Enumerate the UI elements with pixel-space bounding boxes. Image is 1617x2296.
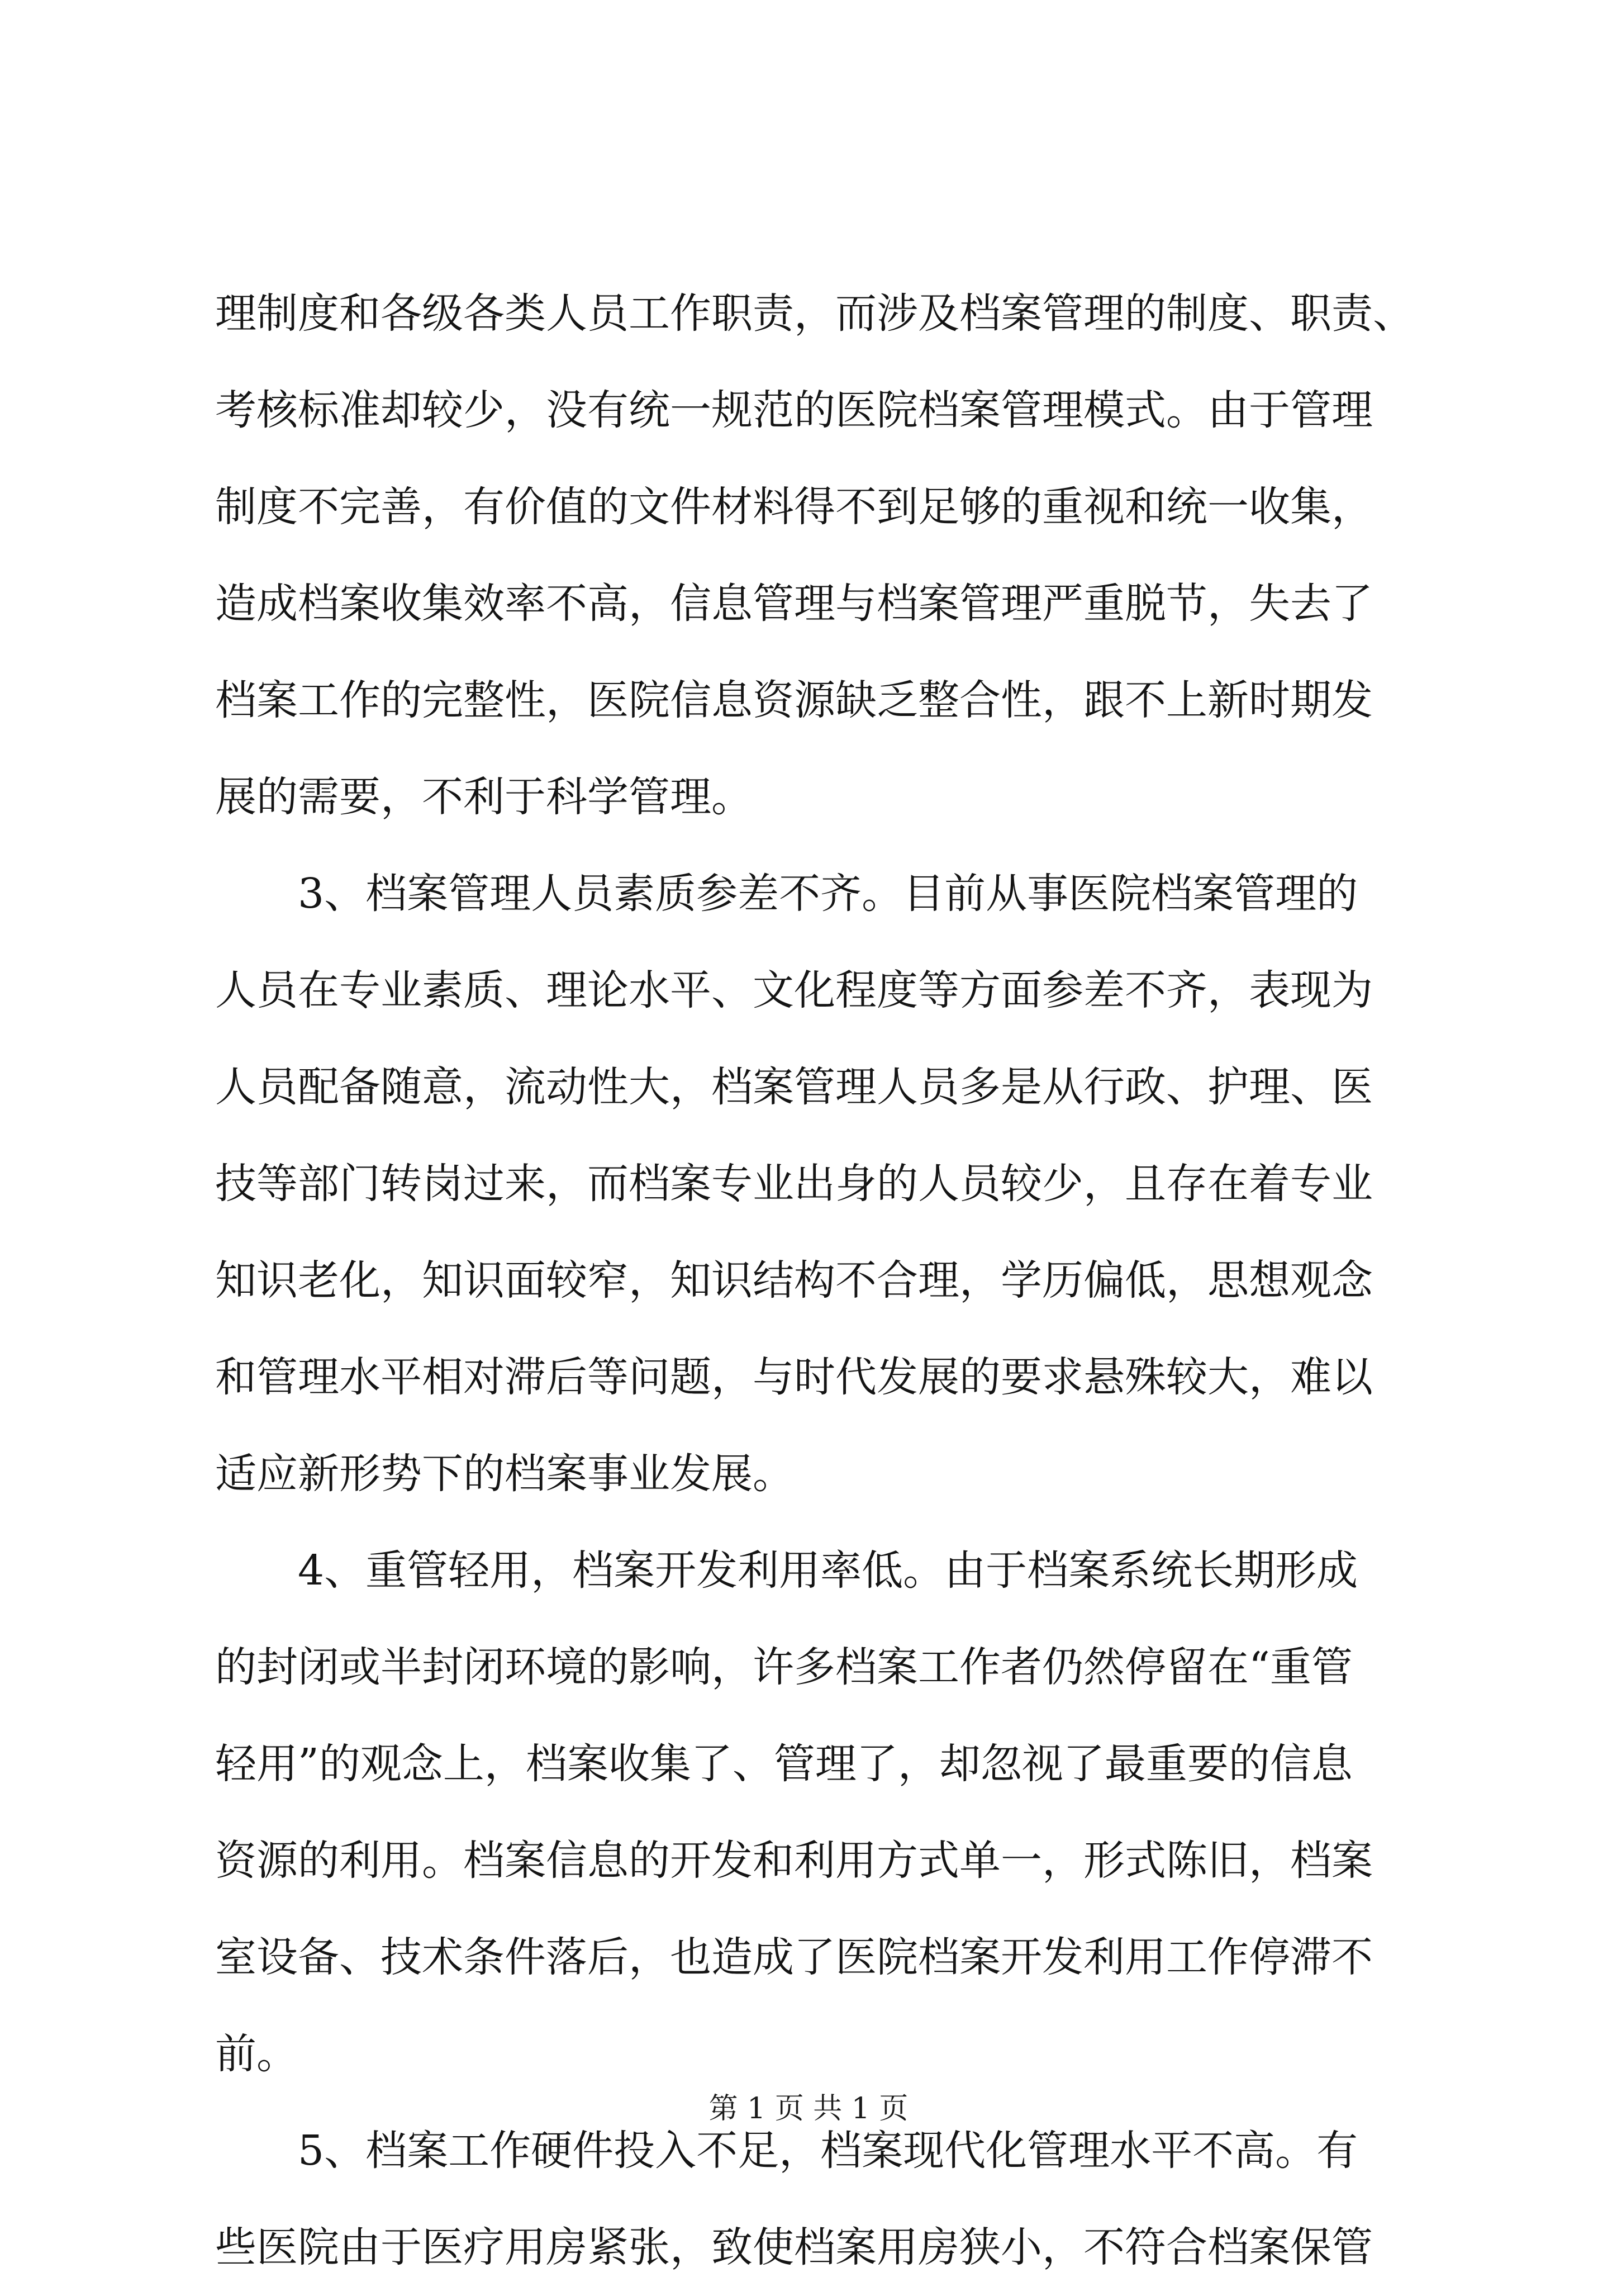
text-line: 造成档案收集效率不高，信息管理与档案管理严重脱节，失去了	[215, 580, 1373, 628]
text-line: 3、档案管理人员素质参差不齐。目前从事医院档案管理的	[215, 870, 1358, 918]
text-line: 适应新形势下的档案事业发展。	[215, 1450, 794, 1498]
text-line: 制度不完善，有价值的文件材料得不到足够的重视和统一收集，	[215, 483, 1373, 531]
text-line: 人员在专业素质、理论水平、文化程度等方面参差不齐，表现为	[215, 966, 1373, 1014]
text-line: 些医院由于医疗用房紧张，致使档案用房狭小，不符合档案保管	[215, 2223, 1373, 2271]
text-line: 轻用”的观念上，档案收集了、管理了，却忽视了最重要的信息	[215, 1740, 1353, 1788]
text-line: 5、档案工作硬件投入不足，档案现代化管理水平不高。有	[215, 2127, 1358, 2175]
text-line: 理制度和各级各类人员工作职责，而涉及档案管理的制度、职责、	[215, 290, 1414, 338]
text-line: 考核标准却较少，没有统一规范的医院档案管理模式。由于管理	[215, 386, 1373, 434]
text-line: 前。	[215, 2030, 298, 2078]
body-text	[215, 265, 1422, 2296]
text-line: 档案工作的完整性，医院信息资源缺乏整合性，跟不上新时期发	[215, 676, 1373, 724]
text-line: 技等部门转岗过来，而档案专业出身的人员较少，且存在着专业	[215, 1160, 1373, 1208]
text-line: 和管理水平相对滞后等问题，与时代发展的要求悬殊较大，难以	[215, 1353, 1373, 1401]
text-line: 的封闭或半封闭环境的影响，许多档案工作者仍然停留在“重管	[215, 1643, 1353, 1691]
text-line: 人员配备随意，流动性大，档案管理人员多是从行政、护理、医	[215, 1063, 1373, 1111]
page-footer: 第 1 页 共 1 页	[708, 2092, 909, 2126]
text-line: 室设备、技术条件落后，也造成了医院档案开发利用工作停滞不	[215, 1933, 1373, 1981]
text-line: 展的需要，不利于科学管理。	[215, 773, 753, 821]
text-line: 知识老化，知识面较窄，知识结构不合理，学历偏低，思想观念	[215, 1256, 1373, 1304]
text-line: 4、重管轻用，档案开发利用率低。由于档案系统长期形成	[215, 1547, 1358, 1595]
text-line: 资源的利用。档案信息的开发和利用方式单一，形式陈旧，档案	[215, 1837, 1373, 1885]
